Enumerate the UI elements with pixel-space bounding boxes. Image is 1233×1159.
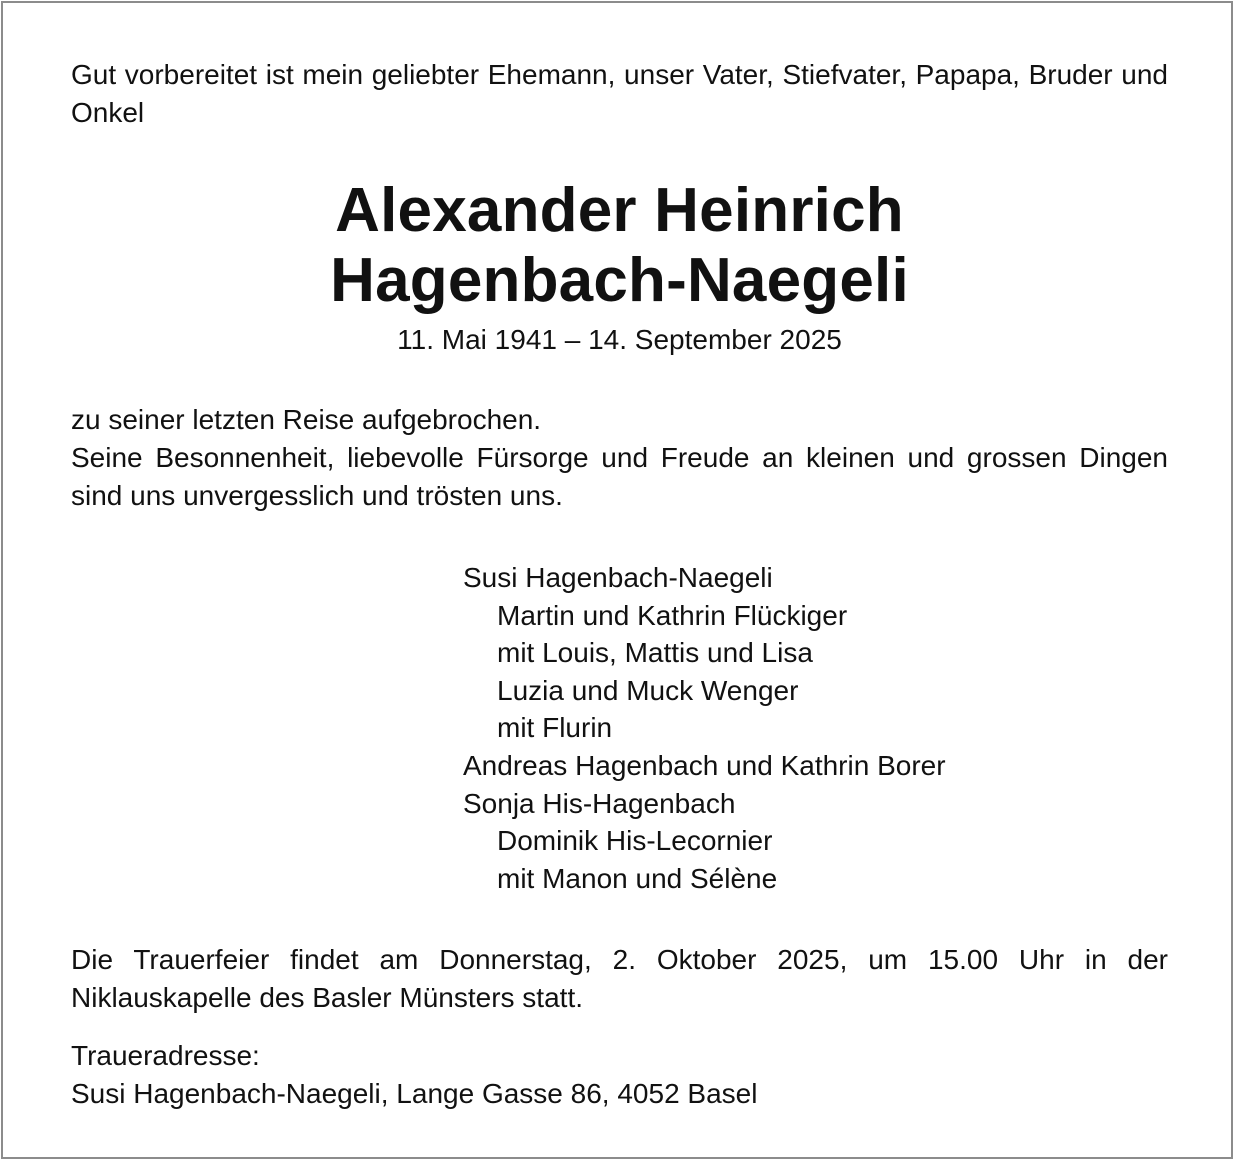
mourner-item: Susi Hagenbach-Naegeli [463,562,773,593]
mourner-item: mit Flurin [497,712,613,744]
address-value: Susi Hagenbach-Naegeli, Lange Gasse 86, 4052 Basel [71,1078,758,1109]
mourning-address [71,1037,1168,1113]
mourner-item: mit Louis, Mattis und Lisa [497,637,813,669]
mourner-item: mit Manon und Sélène [497,862,778,894]
mourner-item: Dominik His-Lecornier [497,825,773,857]
intro-text: Gut vorbereitet ist mein geliebter Ehemann, unser Vater, Stiefvater, Papapa, Bruder und Onkel [71,59,1168,128]
body-text [71,401,1168,515]
name-line-last: Hagenbach-Naegeli [330,246,909,315]
mourners-list [463,559,946,897]
address-label: Traueradresse: [71,1040,260,1071]
mourner-item: Luzia und Muck Wenger [497,674,799,706]
mourner-item: Martin und Kathrin Flückiger [497,599,848,631]
mourner-item: Sonja His-Hagenbach [463,787,736,819]
body-line-1: zu seiner letzten Reise aufgebrochen. [71,404,542,435]
obituary-frame [1,1,1233,1159]
deceased-name [3,176,1233,316]
body-line-2: Seine Besonnenheit, liebevolle Fürsorge und Freude an kleinen und grossen Dingen sind uns unvergesslich und trösten uns. [71,442,1168,511]
mourner-item: Andreas Hagenbach und Kathrin Borer [463,749,946,781]
life-dates: 11. Mai 1941 – 14. September 2025 [397,324,842,355]
ceremony-text: Die Trauerfeier findet am Donnerstag, 2. Oktober 2025, um 15.00 Uhr in der Niklauskapelle des Basler Münsters statt. [71,944,1168,1013]
name-line-first: Alexander Heinrich [335,176,904,245]
